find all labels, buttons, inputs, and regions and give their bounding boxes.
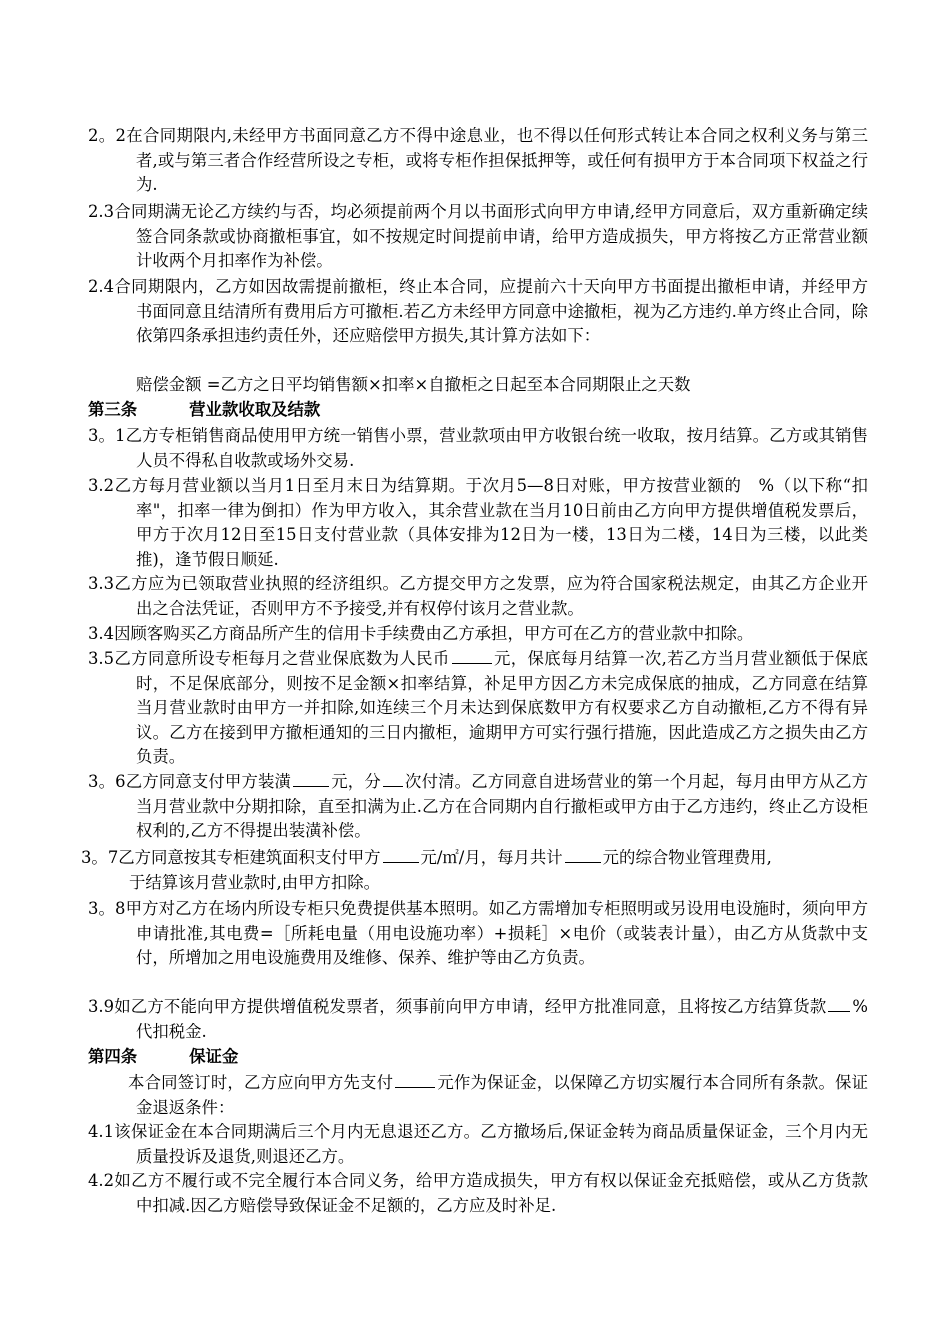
clause-text: 次付清。乙方同意自进场营业的第一个月起，每月由甲方从乙方当月营业款中分期扣除，直至扣满为止.乙方在合同期内自行撤柜或甲方由于乙方违约，终止乙方设柜权利的,乙方不得提出装潢补偿。 xyxy=(136,772,869,840)
clause-text: %代扣税金. xyxy=(136,997,868,1041)
clause-3-7-continued: 于结算该月营业款时,由甲方扣除。 xyxy=(129,873,381,892)
clause-2-4: 2.4合同期限内，乙方如因故需提前撤柜，终止本合同，应提前六十天向甲方书面提出撤柜申请，并经甲方书面同意且结清所有费用后方可撤柜.若乙方未经甲方同意中途撤柜，视为乙方违约.单方终止合同，除依第四条承担违约责任外，还应赔偿甲方损失,其计算方法如下： xyxy=(88,277,868,345)
clause-text: 元作为保证金，以保障乙方切实履行本合同所有条款。保证金退返条件： xyxy=(136,1073,869,1117)
clause-text: 元，保底每月结算一次,若乙方当月营业额低于保底时，不足保底部分，则按不足金额×扣率结算，补足甲方因乙方未完成保底的抽成，乙方同意在结算当月营业款时由甲方一并扣除,如连续三个月未达到保底数甲方有权要求乙方自动撤柜,乙方不得有异议。乙方在接到甲方撤柜通知的三日内撤柜，逾期甲方可实行强行措施，因此造成乙方之损失由乙方负责。 xyxy=(136,649,868,766)
clause-3-8: 3。8甲方对乙方在场内所设专柜只免费提供基本照明。如乙方需增加专柜照明或另设用电设施时，须向甲方申请批准,其电费=［所耗电量（用电设施功率）+损耗］×电价（或装表计量），由乙方从货款中支付，所增加之用电设施费用及维修、保养、维护等由乙方负责。 xyxy=(88,899,868,967)
clause-3-4: 3.4因顾客购买乙方商品所产生的信用卡手续费由乙方承担，甲方可在乙方的营业款中扣除。 xyxy=(88,624,754,643)
section-3-heading xyxy=(88,398,320,423)
blank-field xyxy=(293,770,329,787)
clause-3-7 xyxy=(81,846,881,871)
deposit-paragraph xyxy=(88,1071,868,1120)
blank-field xyxy=(565,846,601,863)
clause-3-2: 3.2乙方每月营业额以当月1日至月末日为结算期。于次月5—8日对账，甲方按营业额的 %（以下称“扣率"，扣率一律为倒扣）作为甲方收入，其余营业款在当月10日前由乙方向甲方提供增值税发票后，甲方于次月12日至15日支付营业款（具体安排为12日为一楼，13日为二楼，14日为三楼，以此类推)，逢节假日顺延. xyxy=(88,476,868,569)
section-title: 营业款收取及结款 xyxy=(189,400,321,419)
blank-field xyxy=(452,647,492,664)
clause-text: 元/㎡/月，每月共计 xyxy=(420,848,563,867)
clause-3-9 xyxy=(88,995,868,1044)
blank-field xyxy=(828,995,850,1012)
clause-3-6 xyxy=(88,770,868,844)
clause-text: 本合同签订时，乙方应向甲方先支付 xyxy=(128,1073,394,1092)
clause-3-1: 3。1乙方专柜销售商品使用甲方统一销售小票，营业款项由甲方收银台统一收取，按月结算。乙方或其销售人员不得私自收款或场外交易. xyxy=(88,426,868,470)
clause-text: 3。6乙方同意支付甲方装潢 xyxy=(88,772,292,791)
section-4-heading xyxy=(88,1045,238,1070)
clause-text: 3.9如乙方不能向甲方提供增值税发票者，须事前向甲方申请，经甲方批准同意，且将按乙方结算货款 xyxy=(88,997,827,1016)
section-number: 第三条 xyxy=(88,400,138,419)
clause-4-2: 4.2如乙方不履行或不完全履行本合同义务，给甲方造成损失，甲方有权以保证金充抵赔偿，或从乙方货款中扣减.因乙方赔偿导致保证金不足额的，乙方应及时补足. xyxy=(88,1171,868,1215)
clause-text: 3。7乙方同意按其专柜建筑面积支付甲方 xyxy=(81,848,381,867)
clause-3-3: 3.3乙方应为已领取营业执照的经济组织。乙方提交甲方之发票，应为符合国家税法规定，由其乙方企业开出之合法凭证，否则甲方不予接受,并有权停付该月之营业款。 xyxy=(88,574,868,618)
section-title: 保证金 xyxy=(189,1047,239,1066)
clause-text: 3.5乙方同意所设专柜每月之营业保底数为人民币 xyxy=(88,649,450,668)
blank-field xyxy=(383,770,403,787)
compensation-formula: 赔偿金额 =乙方之日平均销售额×扣率×自撤柜之日起至本合同期限止之天数 xyxy=(136,375,691,394)
clause-text: 元的综合物业管理费用, xyxy=(602,848,772,867)
clause-2-3: 2.3合同期满无论乙方续约与否，均必须提前两个月以书面形式向甲方申请,经甲方同意后，双方重新确定续签合同条款或协商撤柜事宜，如不按规定时间提前申请，给甲方造成损失，甲方将按乙方正常营业额计收两个月扣率作为补偿。 xyxy=(88,202,868,270)
clause-4-1: 4.1该保证金在本合同期满后三个月内无息退还乙方。乙方撤场后,保证金转为商品质量保证金，三个月内无质量投诉及退货,则退还乙方。 xyxy=(88,1122,868,1166)
clause-3-5 xyxy=(88,647,868,770)
clause-2-2: 2。2在合同期限内,未经甲方书面同意乙方不得中途息业，也不得以任何形式转让本合同之权利义务与第三者,或与第三者合作经营所设之专柜，或将专柜作担保抵押等，或任何有损甲方于本合同项下权益之行为. xyxy=(88,126,868,194)
section-number: 第四条 xyxy=(88,1047,138,1066)
blank-field xyxy=(383,846,419,863)
blank-field xyxy=(395,1071,435,1088)
clause-text: 元，分 xyxy=(331,772,381,791)
